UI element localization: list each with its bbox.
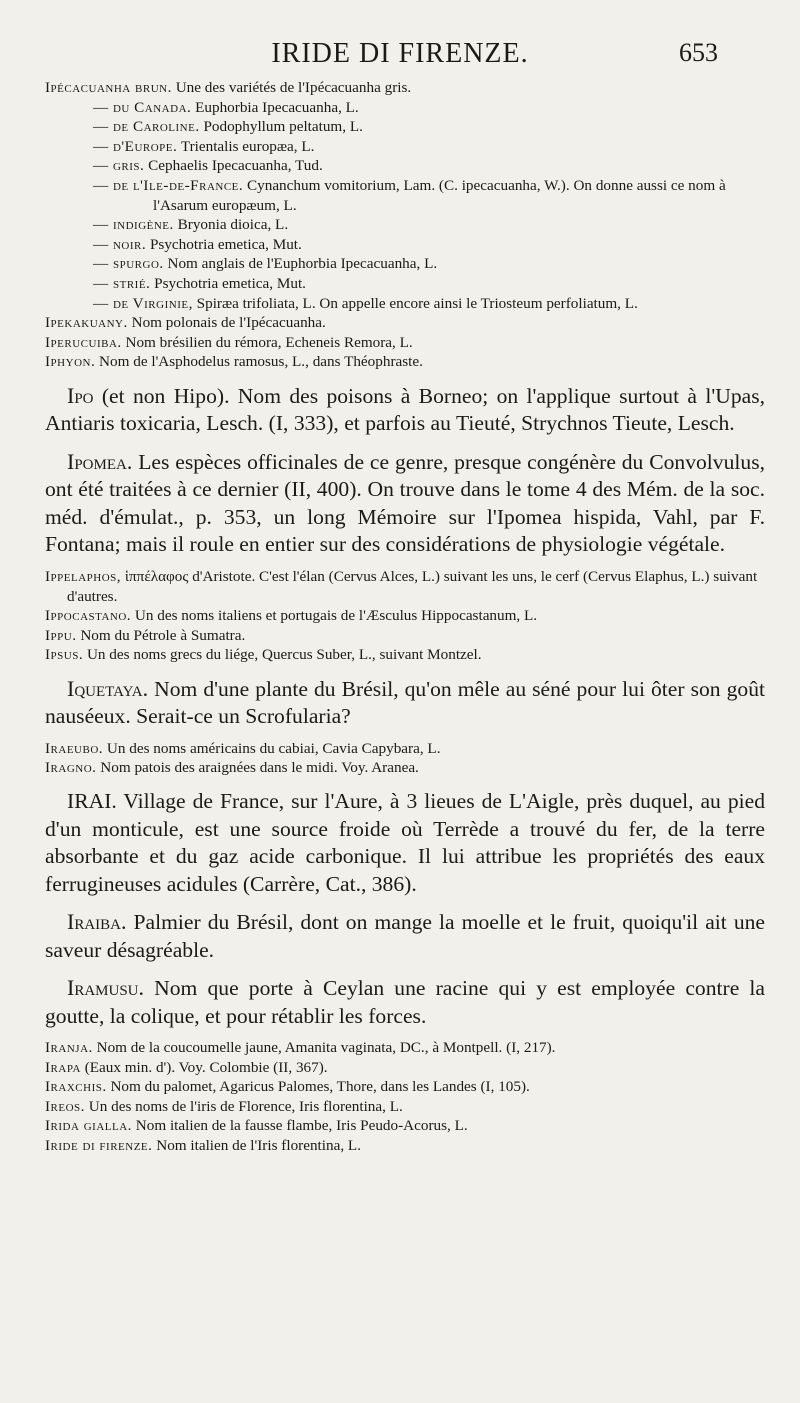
entry-text: Nom italien de l'Iris florentina, L. xyxy=(156,1137,361,1155)
entry xyxy=(45,294,765,314)
entry-head: — de l'Ile-de-France. xyxy=(93,176,244,194)
entry-text: Trientalis europæa, L. xyxy=(180,137,315,155)
entry-text: Bryonia dioica, L. xyxy=(177,216,289,234)
entry-text: Un des noms italiens et portugais de l'Æsculus Hippocastanum, L. xyxy=(134,607,538,625)
entry-head: — gris. xyxy=(93,157,145,175)
entry xyxy=(45,382,765,438)
entry xyxy=(45,1038,765,1058)
entry-head: Iquetaya. xyxy=(67,675,149,701)
entry-head: Iragno. xyxy=(45,759,97,777)
entry-text: Psychotria emetica, Mut. xyxy=(149,235,302,253)
entry-head: Iraxchis. xyxy=(45,1078,107,1096)
entry-text: Nom d'une plante du Brésil, qu'on mêle au séné pour lui ôter son goût nauséeux. Serait-ce un Scrofularia? xyxy=(45,676,765,729)
entry xyxy=(45,1136,765,1156)
entry-head: Iranja. xyxy=(45,1039,93,1057)
entry xyxy=(45,675,765,731)
entry-head: Ippocastano. xyxy=(45,607,132,625)
entry xyxy=(45,1097,765,1117)
entry xyxy=(45,1116,765,1136)
entry-head: — de Caroline. xyxy=(93,118,200,136)
entry-text: Euphorbia Ipecacuanha, L. xyxy=(195,98,359,116)
running-title: IRIDE DI FIRENZE. xyxy=(271,38,529,69)
entry-head: Iraeubo. xyxy=(45,739,104,757)
entry xyxy=(45,567,765,606)
entry xyxy=(45,333,765,353)
entry-head: IRAI. xyxy=(67,789,117,814)
entry-head: Ipsus. xyxy=(45,646,84,664)
entry-head: — de Virginie, xyxy=(93,294,193,312)
entry-text: Nom anglais de l'Euphorbia Ipecacuanha, L. xyxy=(167,255,438,273)
entry xyxy=(45,448,765,559)
entry-head: Iraiba. xyxy=(67,909,127,935)
entry xyxy=(45,98,765,118)
entry xyxy=(45,176,765,215)
entry-text: Nom italien de la fausse flambe, Iris Peudo-Acorus, L. xyxy=(135,1117,468,1135)
entry xyxy=(45,313,765,333)
entry-head: — indigène. xyxy=(93,216,174,234)
entry-text: Village de France, sur l'Aure, à 3 lieues de L'Aigle, près duquel, au pied d'un monticule, est une source froide où Terrède a trouvé du fer, de la terre absorbante et du gaz acide carbonique. Il lui attribue les propriétés des eaux ferrugineuses acidules (Carrère, Cat., 386). xyxy=(45,789,765,896)
entry xyxy=(45,78,765,98)
entry-text: Palmier du Brésil, dont on mange la moelle et le fruit, quoiqu'il ait une saveur désagréable. xyxy=(45,910,765,962)
entry-head: — spurgo. xyxy=(93,255,164,273)
entry-text: Nom patois des araignées dans le midi. Voy. Aranea. xyxy=(100,759,419,777)
entry xyxy=(45,352,765,372)
entry-head: Ippu. xyxy=(45,626,77,644)
entry-head: Ipekakuany. xyxy=(45,314,128,332)
entry xyxy=(45,908,765,964)
entry-text: (et non Hipo). Nom des poisons à Borneo; on l'applique surtout à l'Upas, Antiaris toxicaria, Lesch. (I, 333), et parfois au Tieuté, Strychnos Tieute, Lesch. xyxy=(45,383,765,436)
entry-head: Iphyon. xyxy=(45,353,96,371)
entry xyxy=(45,606,765,626)
entry xyxy=(45,215,765,235)
entry-text: Cynanchum vomitorium, Lam. (C. ipecacuanha, W.). On donne aussi ce nom à l'Asarum europæum, L. xyxy=(153,176,726,214)
entry xyxy=(45,739,765,759)
entry-head: — du Canada. xyxy=(93,98,192,116)
entry xyxy=(45,137,765,157)
entry-text: ἱππέλαφος d'Aristote. C'est l'élan (Cervus Alces, L.) suivant les uns, le cerf (Cervus Elaphus, L.) suivant d'autres. xyxy=(67,567,758,605)
entry-head: Ireos. xyxy=(45,1097,85,1115)
entry xyxy=(45,254,765,274)
entry-text: Nom du palomet, Agaricus Palomes, Thore, dans les Landes (I, 105). xyxy=(110,1078,530,1096)
entry-text: (Eaux min. d'). Voy. Colombie (II, 367). xyxy=(84,1058,328,1076)
entry-head: Ipomea. xyxy=(67,448,133,474)
entry xyxy=(45,1077,765,1097)
entry-head: — noir. xyxy=(93,235,147,253)
entry-head: Irida gialla. xyxy=(45,1117,132,1135)
page-number: 653 xyxy=(679,38,718,67)
entry xyxy=(45,645,765,665)
entry-text: Nom que porte à Ceylan une racine qui y est employée contre la goutte, la colique, et pour rétablir les forces. xyxy=(45,976,765,1028)
entry xyxy=(45,156,765,176)
entry xyxy=(45,235,765,255)
entry xyxy=(45,1058,765,1078)
entry-text: Une des variétés de l'Ipécacuanha gris. xyxy=(175,79,412,96)
entry-text: Psychotria emetica, Mut. xyxy=(154,274,306,292)
entry-text: Nom polonais de l'Ipécacuanha. xyxy=(131,314,326,332)
entry xyxy=(45,626,765,646)
dictionary-entries xyxy=(45,78,765,1156)
entry xyxy=(45,758,765,778)
entry-head: Iramusu. xyxy=(67,975,145,1001)
entry-text: Les espèces officinales de ce genre, presque congénère du Convolvulus, ont été traitées à ce dernier (II, 400). On trouve dans le tome 4 des Mém. de la soc. méd. d'émulat., p. 353, un long Mémoire sur l'Ipomea hispida, Vahl, par F. Fontana; mais il roule en entier sur des considérations de physiologie végétale. xyxy=(45,449,766,557)
entry-head: — d'Europe. xyxy=(93,137,178,155)
entry-text: Nom de l'Asphodelus ramosus, L., dans Théophraste. xyxy=(99,353,423,371)
entry xyxy=(45,788,765,898)
entry-head: Iride di firenze. xyxy=(45,1137,153,1155)
entry-head: Ipo xyxy=(67,382,94,408)
entry-text: Spiræa trifoliata, L. On appelle encore ainsi le Triosteum perfoliatum, L. xyxy=(196,294,638,312)
entry-head: Iperucuiba. xyxy=(45,333,122,351)
entry xyxy=(45,274,765,294)
entry-text: Un des noms américains du cabiai, Cavia Capybara, L. xyxy=(106,739,441,757)
entry-text: Nom du Pétrole à Sumatra. xyxy=(80,626,246,644)
entry xyxy=(45,974,765,1030)
entry-text: Nom de la coucoumelle jaune, Amanita vaginata, DC., à Montpell. (I, 217). xyxy=(96,1039,556,1057)
entry-text: Un des noms grecs du liége, Quercus Suber, L., suivant Montzel. xyxy=(86,646,482,664)
entry-head: Irapa xyxy=(45,1058,81,1076)
running-head xyxy=(0,38,800,78)
entry-text: Podophyllum peltatum, L. xyxy=(203,118,363,136)
entry-text: Cephaelis Ipecacuanha, Tud. xyxy=(148,157,323,175)
entry-text: Un des noms de l'iris de Florence, Iris florentina, L. xyxy=(88,1097,403,1115)
entry-head: Ipécacuanha brun. xyxy=(45,79,172,96)
entry xyxy=(45,117,765,137)
entry-head: — strié. xyxy=(93,274,151,292)
entry-head: Ippelaphos, xyxy=(45,567,122,585)
entry-text: Nom brésilien du rémora, Echeneis Remora, L. xyxy=(125,333,413,351)
